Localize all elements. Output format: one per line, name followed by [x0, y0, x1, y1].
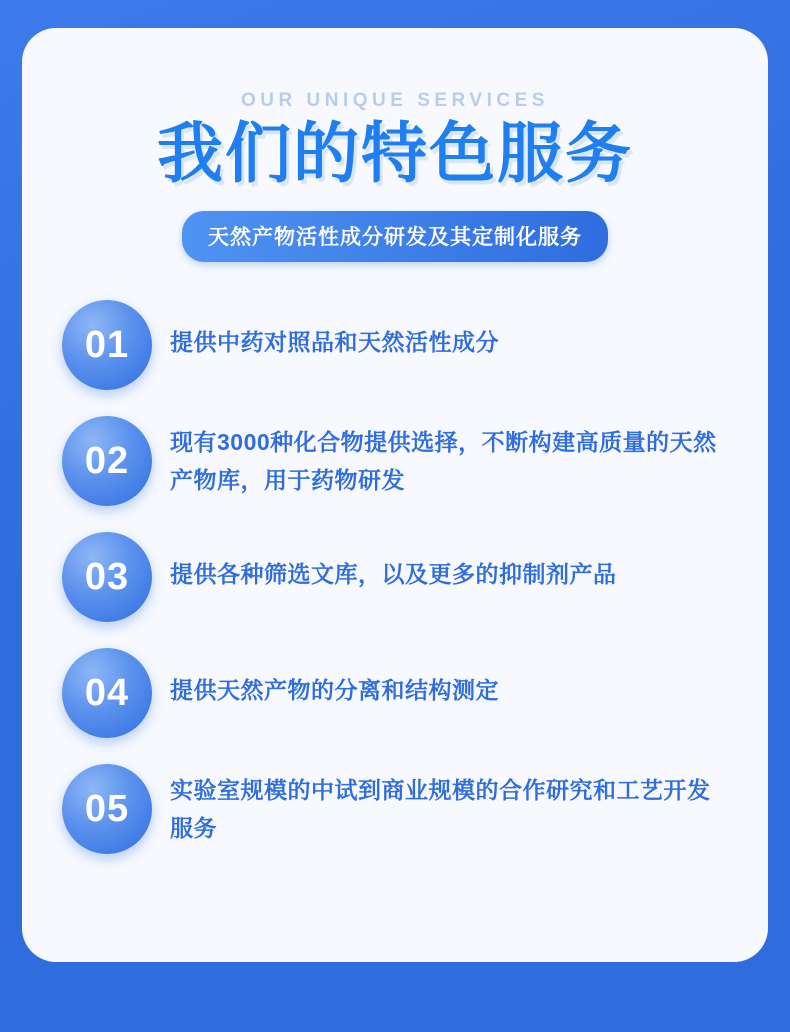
item-text: 提供各种筛选文库，以及更多的抑制剂产品	[170, 561, 617, 588]
list-item	[62, 532, 728, 622]
item-number-badge: 02	[62, 416, 152, 506]
item-number-badge: 05	[62, 764, 152, 854]
list-item	[62, 764, 728, 854]
item-text: 提供天然产物的分离和结构测定	[170, 677, 499, 704]
subtitle-container	[62, 211, 728, 262]
list-item	[62, 648, 728, 738]
page-title: 我们的特色服务	[157, 116, 633, 190]
list-item	[62, 416, 728, 506]
item-number-badge: 01	[62, 300, 152, 390]
eyebrow-text: OUR UNIQUE SERVICES	[241, 90, 549, 111]
item-number-badge: 04	[62, 648, 152, 738]
item-text: 现有3000种化合物提供选择，不断构建高质量的天然产物库，用于药物研发	[170, 429, 717, 493]
item-text: 提供中药对照品和天然活性成分	[170, 329, 499, 356]
service-list	[62, 300, 728, 854]
subtitle-pill: 天然产物活性成分研发及其定制化服务	[182, 211, 608, 262]
poster-card	[22, 28, 768, 962]
item-number-badge: 03	[62, 532, 152, 622]
list-item	[62, 300, 728, 390]
item-text: 实验室规模的中试到商业规模的合作研究和工艺开发服务	[170, 777, 711, 841]
